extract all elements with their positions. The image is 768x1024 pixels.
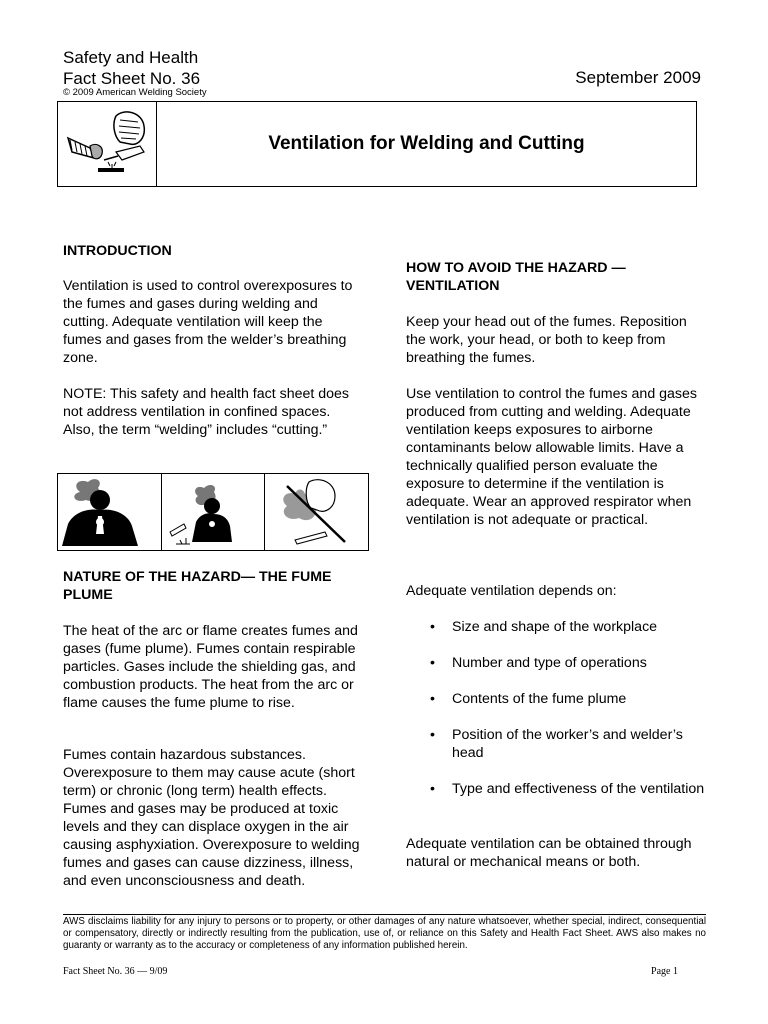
footer-left: Fact Sheet No. 36 — 9/09: [63, 966, 168, 977]
list-item: [406, 726, 706, 762]
intro-paragraph-2: [63, 385, 363, 439]
welder-fume-image: [162, 474, 266, 550]
title-box: [57, 101, 697, 187]
list-item-text: Number and type of operations: [452, 655, 647, 671]
list-item-text: Type and effectiveness of the ventilation: [452, 781, 705, 797]
avoid-p2: Use ventilation to control the fumes and gases produced from cutting and welding. Adequate ventilation keeps exposures to airborne contaminants below allowable limits. Have a technically qualified person evaluate the exposure to determine if the ventilation is adequate. Wear an approved respirator when ventilation is not adequate or practical.: [406, 386, 698, 528]
list-item-text: Size and shape of the workplace: [452, 619, 658, 635]
intro-heading-text: INTRODUCTION: [63, 243, 172, 259]
page-number: Page 1: [651, 966, 678, 977]
closing-text: Adequate ventilation can be obtained through natural or mechanical means or both.: [406, 836, 692, 870]
list-item: [406, 690, 706, 708]
depends-intro-text: Adequate ventilation depends on:: [406, 583, 617, 599]
bullet-icon: •: [430, 727, 435, 743]
nature-paragraph-1: [63, 622, 363, 712]
avoid-paragraph-1: [406, 313, 706, 367]
header-org: [63, 47, 200, 89]
nature-heading-text: NATURE OF THE HAZARD— THE FUME PLUME: [63, 569, 332, 603]
nature-heading: [63, 568, 363, 604]
header-org-line1: Safety and Health: [63, 48, 199, 67]
footer-divider: [63, 914, 706, 915]
no-fumes-image: [265, 474, 368, 550]
bullet-icon: •: [430, 691, 435, 707]
avoid-heading: [406, 259, 706, 295]
hazard-image-row: [57, 473, 369, 551]
list-item-text: Contents of the fume plume: [452, 691, 627, 707]
depends-intro: [406, 582, 706, 600]
header-org-line2: Fact Sheet No. 36: [63, 69, 201, 88]
intro-p2: NOTE: This safety and health fact sheet does not address ventilation in confined spaces. Also, the term “welding” includes “cutting.”: [63, 386, 350, 438]
header-copyright: © 2009 American Welding Society: [63, 87, 207, 98]
depends-list: [406, 618, 706, 816]
intro-heading: [63, 242, 363, 260]
nature-p1: The heat of the arc or flame creates fumes and gases (fume plume). Fumes contain respirable particles. Gases include the shielding gas, and combustion products. The heat from the arc or flame causes the fume plume to rise.: [63, 623, 358, 711]
bullet-icon: •: [430, 655, 435, 671]
header-date: September 2009: [575, 68, 701, 87]
list-item: [406, 654, 706, 672]
intro-p1: Ventilation is used to control overexposures to the fumes and gases during welding and cutting. Adequate ventilation will keep the fumes and gases from the welder’s breathing zone.: [63, 278, 353, 366]
nature-paragraph-2: [63, 746, 363, 890]
bullet-icon: •: [430, 619, 435, 635]
avoid-paragraph-2: [406, 385, 706, 529]
intro-paragraph-1: [63, 277, 363, 367]
fume-exposure-image: [58, 474, 162, 550]
list-item: [406, 618, 706, 636]
bullet-icon: •: [430, 781, 435, 797]
list-item: [406, 780, 706, 798]
disclaimer: AWS disclaims liability for any injury to persons or to property, or other damages of any nature whatsoever, whether special, indirect, consequential or compensatory, directly or indirectly resulting from the publication, use of, or reliance on this Safety and Health Fact Sheet. AWS also makes no guaranty or warranty as to the accuracy or completeness of any information published herein.: [63, 916, 706, 951]
list-item-text: Position of the worker’s and welder’s head: [452, 727, 683, 761]
page-title: Ventilation for Welding and Cutting: [268, 133, 585, 154]
welder-logo-icon: [58, 102, 157, 186]
avoid-heading-text: HOW TO AVOID THE HAZARD — VENTILATION: [406, 260, 626, 294]
closing-paragraph: [406, 835, 706, 871]
nature-p2: Fumes contain hazardous substances. Overexposure to them may cause acute (short term) or chronic (long term) health effects. Fumes and gases may be produced at toxic levels and they can displace oxygen in the air causing asphyxiation. Overexposure to welding fumes and gases can cause dizziness, illness, and even unconsciousness and death.: [63, 747, 360, 889]
avoid-p1: Keep your head out of the fumes. Reposition the work, your head, or both to keep from breathing the fumes.: [406, 314, 687, 366]
